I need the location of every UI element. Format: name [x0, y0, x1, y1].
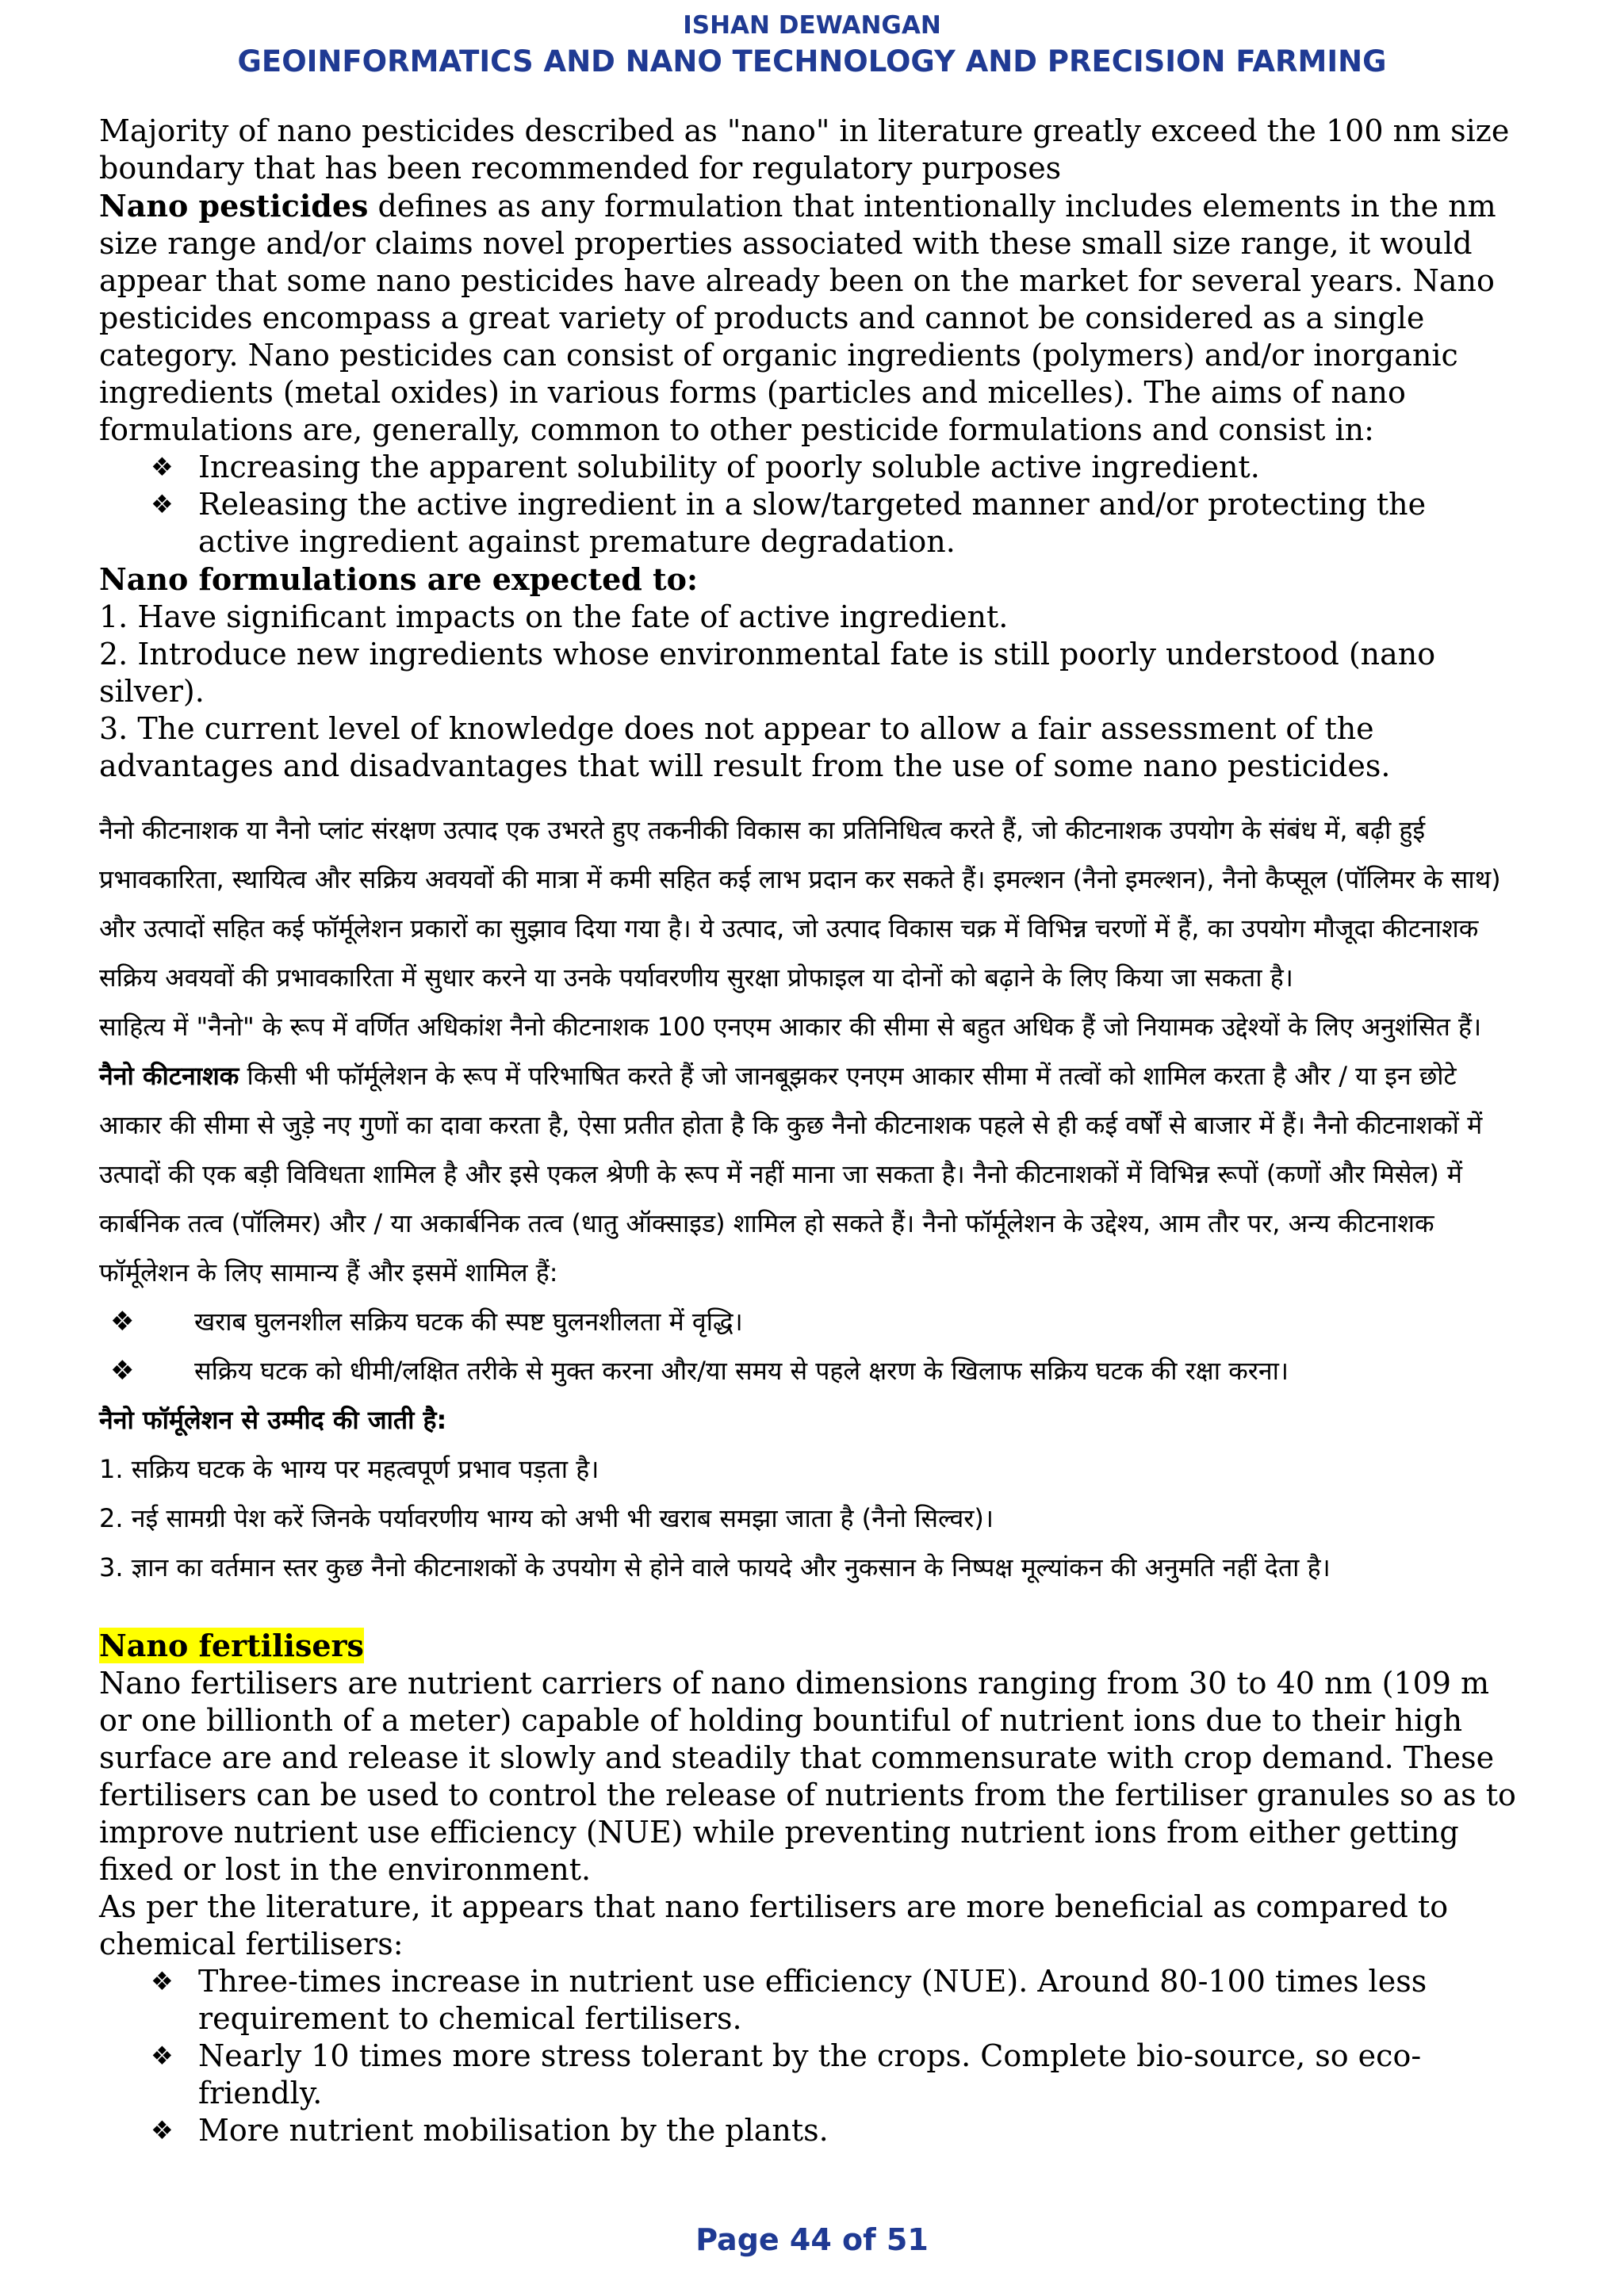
diamond-bullet-icon: ❖: [151, 1966, 174, 1996]
page-number: Page 44 of 51: [695, 2222, 929, 2257]
en-expected-item-3: 3. The current level of knowledge does not appear to allow a fair assessment of the advantages and disadvantages that will result from the use of some nano pesticides.: [99, 711, 1391, 783]
diamond-bullet-icon: ❖: [151, 452, 174, 482]
list-item: ❖ सक्रिय घटक को धीमी/लक्षित तरीके से मुक्त करना और/या समय से पहले क्षरण के खिलाफ सक्रिय घटक की रक्षा करना।: [99, 1346, 1526, 1395]
diamond-bullet-icon: ❖: [110, 1306, 135, 1337]
hi-expected-heading: नैनो फॉर्मूलेशन से उम्मीद की जाती है:: [99, 1405, 447, 1435]
hi-paragraph-2: साहित्य में "नैनो" के रूप में वर्णित अधिकांश नैनो कीटनाशक 100 एनएम आकार की सीमा से बहुत अधिक हैं जो नियामक उद्देश्यों के लिए अनुशंसित हैं।: [99, 1012, 1482, 1042]
hi-paragraph-1: नैनो कीटनाशक या नैनो प्लांट संरक्षण उत्पाद एक उभरते हुए तकनीकी विकास का प्रतिनिधित्व करते हैं, जो कीटनाशक उपयोग के संबंध में, बढ़ी हुई प्रभावकारिता, स्थायित्व और सक्रिय अवयवों की मात्रा में कमी सहित कई लाभ प्रदान कर सकते हैं। इमल्शन (नैनो इमल्शन), नैनो कैप्सूल (पॉलिमर के साथ) और उत्पादों सहित कई फॉर्मूलेशन प्रकारों का सुझाव दिया गया है। ये उत्पाद, जो उत्पाद विकास चक्र में विभिन्न चरणों में हैं, का उपयोग मौजूदा कीटनाशक सक्रिय अवयवों की प्रभावकारिता में सुधार करने या उनके पर्यावरणीय सुरक्षा प्रोफाइल या दोनों को बढ़ाने के लिए किया जा सकता है।: [99, 815, 1501, 993]
en-expected-item-2: 2. Introduce new ingredients whose environmental fate is still poorly understood (nano silver).: [99, 637, 1436, 709]
en-paragraph-1: Majority of nano pesticides described as "nano" in literature greatly exceed the 100 nm size boundary that has been recommended for regulatory purposes: [99, 113, 1510, 186]
page-body: [99, 113, 1526, 2149]
list-item: ❖ Nearly 10 times more stress tolerant by the crops. Complete bio-source, so eco-friendly.: [151, 2038, 1422, 2110]
fert-paragraph-2: As per the literature, it appears that nano fertilisers are more beneficial as compared to chemical fertilisers:: [99, 1889, 1449, 1961]
diamond-bullet-icon: ❖: [110, 1355, 135, 1387]
document-subject: GEOINFORMATICS AND NANO TECHNOLOGY AND PRECISION FARMING: [237, 44, 1387, 78]
diamond-bullet-icon: ❖: [151, 489, 174, 519]
en-paragraph-2-text: defines as any formulation that intentionally includes elements in the nm size range and/or claims novel properties associated with these small size range, it would appear that some nano pesticides have already been on the market for several years. Nano pesticides encompass a great variety of products and cannot be considered as a single category. Nano pesticides can consist of organic ingredients (polymers) and/or inorganic ingredients (metal oxides) in various forms (particles and micelles). The aims of nano formulations are, generally, common to other pesticide formulations and consist in:: [99, 189, 1496, 447]
section-heading-nano-fertilisers: Nano fertilisers: [99, 1628, 364, 1663]
list-item: ❖ More nutrient mobilisation by the plants.: [151, 2113, 829, 2148]
en-expected-heading: Nano formulations are expected to:: [99, 561, 698, 597]
page-header: [0, 10, 1624, 82]
diamond-bullet-icon: ❖: [151, 2041, 174, 2071]
en-expected-item-1: 1. Have significant impacts on the fate of active ingredient.: [99, 599, 1009, 634]
list-item: ❖ Three-times increase in nutrient use efficiency (NUE). Around 80-100 times less requirement to chemical fertilisers.: [151, 1964, 1427, 2036]
diamond-bullet-icon: ❖: [151, 2115, 174, 2145]
list-item: ❖ Increasing the apparent solubility of poorly soluble active ingredient.: [151, 450, 1260, 484]
hi-expected-item-1: 1. सक्रिय घटक के भाग्य पर महत्वपूर्ण प्रभाव पड़ता है।: [99, 1454, 599, 1484]
fert-benefits-list: [99, 1963, 1526, 2149]
hi-expected-item-3: 3. ज्ञान का वर्तमान स्तर कुछ नैनो कीटनाशकों के उपयोग से होने वाले फायदे और नुकसान के निष्पक्ष मूल्यांकन की अनुमति नहीं देता है।: [99, 1552, 1331, 1582]
list-item: ❖ Releasing the active ingredient in a slow/targeted manner and/or protecting the active ingredient against premature degradation.: [151, 487, 1427, 559]
hi-expected-item-2: 2. नई सामग्री पेश करें जिनके पर्यावरणीय भाग्य को अभी भी खराब समझा जाता है (नैनो सिल्वर)।: [99, 1503, 994, 1533]
fert-paragraph-1: Nano fertilisers are nutrient carriers of nano dimensions ranging from 30 to 40 nm (109 m or one billionth of a meter) capable of holding bountiful of nutrient ions due to their high surface are and release it slowly and steadily that commensurate with crop demand. These fertilisers can be used to control the release of nutrients from the fertiliser granules so as to improve nutrient use efficiency (NUE) while preventing nutrient ions from either getting fixed or lost in the environment.: [99, 1666, 1516, 1887]
list-item: ❖ खराब घुलनशील सक्रिय घटक की स्पष्ट घुलनशीलता में वृद्धि।: [99, 1297, 1526, 1346]
section-spacer: [99, 1592, 1526, 1627]
hi-aims-list: [99, 1297, 1526, 1395]
en-term-nano-pesticides: Nano pesticides: [99, 188, 369, 224]
author-name: ISHAN DEWANGAN: [683, 11, 941, 40]
en-aims-list: [99, 449, 1526, 561]
en-paragraph-2: [99, 187, 1526, 449]
section-spacer: [99, 785, 1526, 806]
hi-term-nano-pesticides: नैनो कीटनाशक: [99, 1061, 239, 1091]
hi-paragraph-3: नैनो कीटनाशक किसी भी फॉर्मूलेशन के रूप में परिभाषित करते हैं जो जानबूझकर एनएम आकार सीमा में तत्वों को शामिल करता है और / या इन छोटे आकार की सीमा से जुड़े नए गुणों का दावा करता है, ऐसा प्रतीत होता है कि कुछ नैनो कीटनाशक पहले से ही कई वर्षों से बाजार में हैं। नैनो कीटनाशकों में उत्पादों की एक बड़ी विविधता शामिल है और इसे एकल श्रेणी के रूप में नहीं माना जा सकता है। नैनो कीटनाशकों में विभिन्न रूपों (कणों और मिसेल) में कार्बनिक तत्व (पॉलिमर) और / या अकार्बनिक तत्व (धातु ऑक्साइड) शामिल हो सकते हैं। नैनो फॉर्मूलेशन के उद्देश्य, आम तौर पर, अन्य कीटनाशक फॉर्मूलेशन के लिए सामान्य हैं और इसमें शामिल हैं:: [99, 1061, 1483, 1288]
